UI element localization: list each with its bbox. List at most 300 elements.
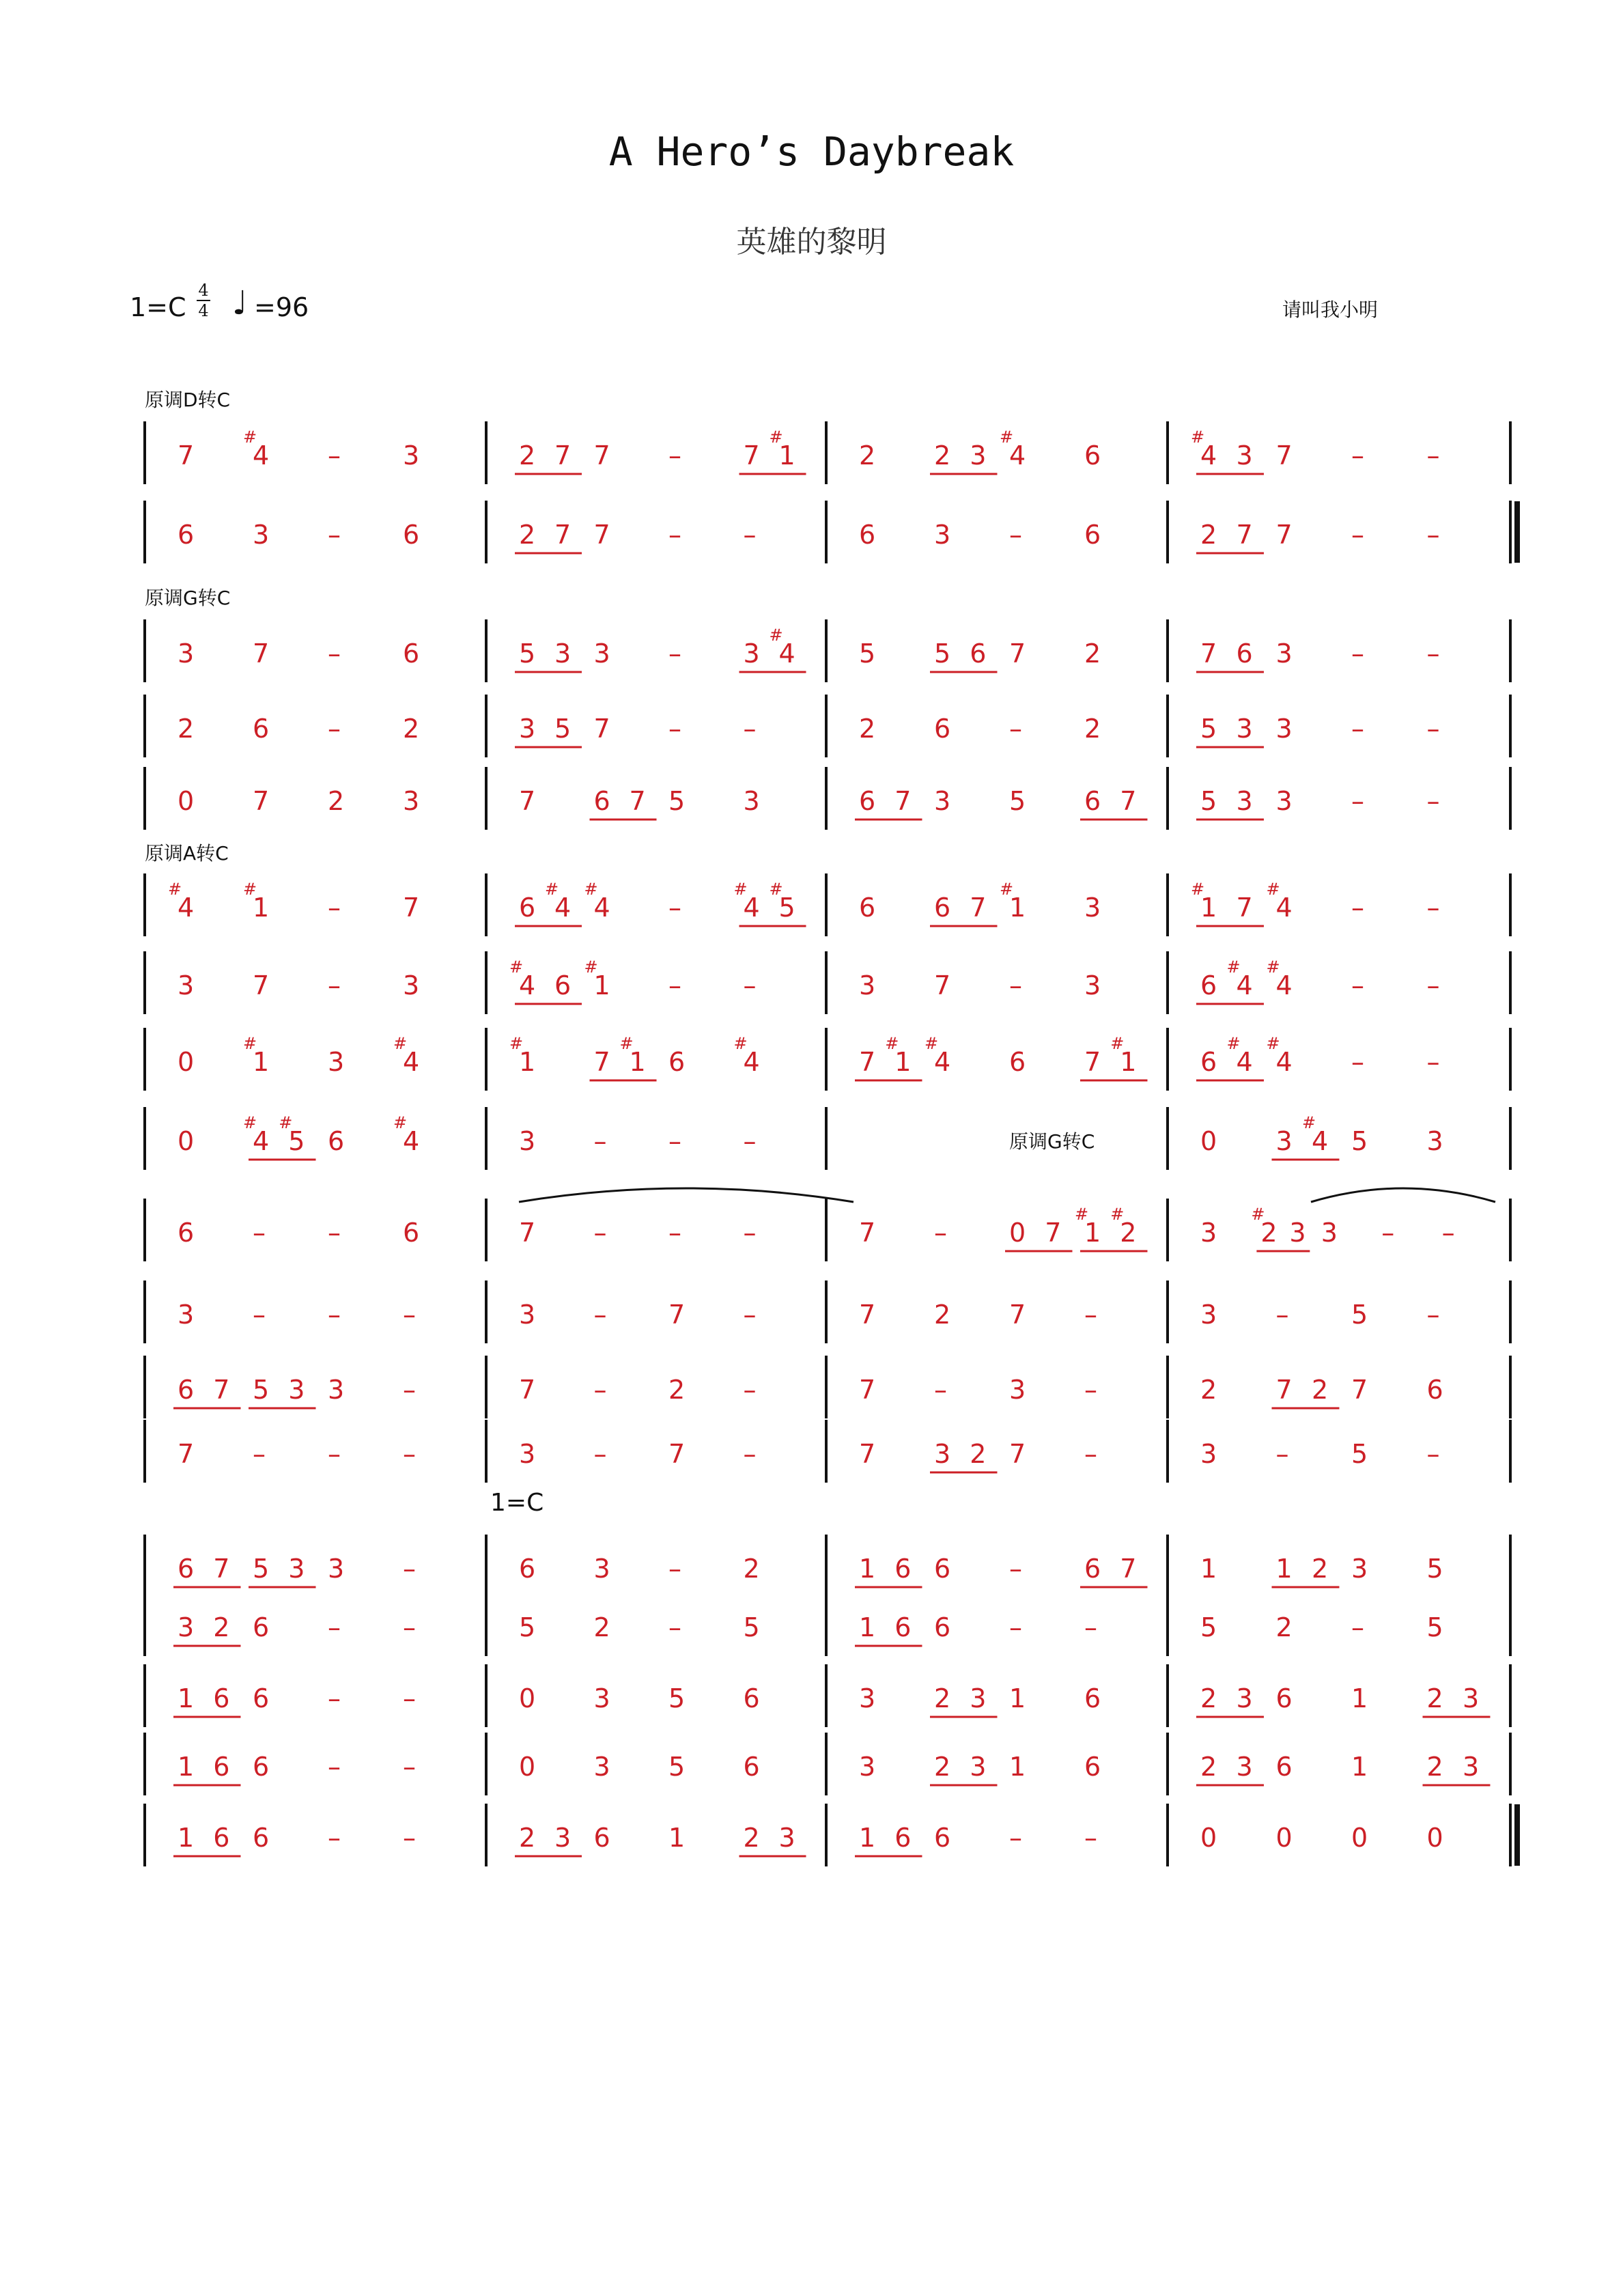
sharp-sign: #: [279, 1113, 293, 1132]
note-digit: 4: [403, 1126, 420, 1156]
section-annotation-3: 原调A转C: [145, 842, 229, 865]
note-digit: 2: [1084, 639, 1101, 669]
note-digit: 7: [668, 1300, 686, 1330]
sharp-sign: #: [1000, 880, 1014, 899]
note-digit: 3: [403, 440, 420, 471]
note-digit: 6: [213, 1823, 230, 1853]
note-digit: 6: [1084, 520, 1101, 550]
note-digit: 3: [1236, 440, 1253, 471]
note-digit: 1: [1275, 1554, 1293, 1584]
note-digit: 3: [328, 1047, 345, 1077]
note-digit: 3: [519, 1126, 536, 1156]
note-digit: 7: [1009, 1300, 1026, 1330]
note-digit: 4: [1200, 440, 1217, 471]
note-digit: 4: [593, 893, 610, 923]
note-digit: 0: [178, 1126, 195, 1156]
note-digit: 1: [859, 1612, 876, 1642]
sustain-dash: –: [668, 1218, 681, 1248]
sustain-dash: –: [253, 1218, 266, 1248]
note-digit: 1: [859, 1823, 876, 1853]
note-digit: 3: [178, 639, 195, 669]
note-digit: 4: [554, 893, 571, 923]
note-digit: 3: [1084, 893, 1101, 923]
sustain-dash: –: [1275, 1439, 1289, 1469]
note-digit: 3: [1462, 1752, 1480, 1782]
note-digit: 3: [1426, 1126, 1443, 1156]
note-digit: 7: [213, 1554, 230, 1584]
score-row: [145, 873, 1510, 936]
note-digit: 2: [743, 1554, 760, 1584]
note-digit: 2: [934, 1300, 951, 1330]
note-digit: 3: [288, 1375, 305, 1405]
sustain-dash: –: [743, 970, 757, 1000]
sustain-dash: –: [403, 1823, 416, 1853]
note-digit: 7: [593, 714, 610, 744]
note-digit: 6: [593, 1823, 610, 1853]
note-digit: 6: [934, 1554, 951, 1584]
note-digit: 7: [519, 786, 536, 816]
sustain-dash: –: [1351, 639, 1364, 669]
note-digit: 3: [934, 786, 951, 816]
note-digit: 1: [178, 1752, 195, 1782]
sharp-sign: #: [393, 1113, 408, 1132]
note-digit: 3: [328, 1554, 345, 1584]
note-digit: 5: [668, 1683, 686, 1713]
sustain-dash: –: [403, 1300, 416, 1330]
sustain-dash: –: [328, 440, 341, 471]
note-digit: 6: [593, 786, 610, 816]
score-row: [145, 1107, 1510, 1170]
note-digit: 2: [934, 1752, 951, 1782]
note-digit: 6: [253, 1612, 270, 1642]
note-digit: 7: [554, 520, 571, 550]
note-digit: 7: [519, 1218, 536, 1248]
sharp-sign: #: [925, 1034, 939, 1053]
note-digit: 1: [178, 1683, 195, 1713]
note-digit: 4: [1275, 970, 1293, 1000]
sustain-dash: –: [593, 1439, 607, 1469]
note-digit: 6: [213, 1683, 230, 1713]
sustain-dash: –: [403, 1554, 416, 1584]
sharp-sign: #: [393, 1034, 408, 1053]
note-digit: 0: [1200, 1823, 1217, 1853]
sustain-dash: –: [328, 893, 341, 923]
sustain-dash: –: [668, 1126, 681, 1156]
sustain-dash: –: [1275, 1300, 1289, 1330]
sharp-sign: #: [1110, 1205, 1125, 1224]
note-digit: 3: [859, 1752, 876, 1782]
sustain-dash: –: [403, 1439, 416, 1469]
note-digit: 7: [1236, 520, 1253, 550]
note-digit: 6: [253, 714, 270, 744]
note-digit: 3: [1275, 786, 1293, 816]
sustain-dash: –: [934, 1375, 947, 1405]
note-digit: 3: [1321, 1218, 1338, 1248]
note-digit: 1: [778, 440, 795, 471]
note-digit: 6: [1084, 786, 1101, 816]
note-digit: 7: [554, 440, 571, 471]
note-digit: 5: [1200, 1612, 1217, 1642]
sharp-sign: #: [1000, 428, 1014, 447]
note-digit: 5: [859, 639, 876, 669]
sustain-dash: –: [743, 1300, 757, 1330]
note-digit: 5: [668, 1752, 686, 1782]
note-digit: 5: [1426, 1612, 1443, 1642]
sustain-dash: –: [1426, 970, 1440, 1000]
note-digit: 2: [1120, 1218, 1137, 1248]
note-digit: 6: [178, 1375, 195, 1405]
sustain-dash: –: [1426, 1439, 1440, 1469]
note-digit: 6: [403, 520, 420, 550]
score-row: [145, 421, 1510, 484]
note-digit: 2: [1426, 1683, 1443, 1713]
note-digit: 5: [253, 1375, 270, 1405]
score-row: [145, 1593, 1510, 1656]
score-row: [145, 767, 1510, 830]
note-digit: 1: [253, 1047, 270, 1077]
sustain-dash: –: [1426, 520, 1440, 550]
note-digit: 3: [253, 520, 270, 550]
note-digit: 1: [894, 1047, 912, 1077]
note-digit: 3: [859, 970, 876, 1000]
note-digit: 5: [1351, 1126, 1368, 1156]
note-digit: 6: [743, 1752, 760, 1782]
sharp-sign: #: [545, 880, 559, 899]
note-digit: 6: [1275, 1683, 1293, 1713]
note-digit: 5: [1426, 1554, 1443, 1584]
sharp-sign: #: [509, 957, 524, 977]
note-digit: 4: [519, 970, 536, 1000]
note-digit: 7: [178, 440, 195, 471]
sustain-dash: –: [1084, 1612, 1097, 1642]
note-digit: 3: [593, 1752, 610, 1782]
note-digit: 4: [253, 1126, 270, 1156]
note-digit: 6: [1084, 440, 1101, 471]
note-digit: 5: [1200, 786, 1217, 816]
note-digit: 3: [934, 1439, 951, 1469]
sharp-sign: #: [1301, 1113, 1316, 1132]
note-digit: 7: [1045, 1218, 1062, 1248]
note-digit: 2: [934, 1683, 951, 1713]
sustain-dash: –: [743, 1126, 757, 1156]
note-digit: 5: [253, 1554, 270, 1584]
sustain-dash: –: [328, 520, 341, 550]
note-digit: 0: [1426, 1823, 1443, 1853]
note-digit: 7: [253, 970, 270, 1000]
sustain-dash: –: [328, 1439, 341, 1469]
note-digit: 6: [859, 786, 876, 816]
note-digit: 6: [403, 1218, 420, 1248]
note-digit: 4: [1236, 1047, 1253, 1077]
sustain-dash: –: [328, 970, 341, 1000]
sustain-dash: –: [668, 520, 681, 550]
note-digit: 3: [778, 1823, 795, 1853]
note-digit: 3: [1009, 1375, 1026, 1405]
sharp-sign: #: [1266, 1034, 1280, 1053]
sustain-dash: –: [1381, 1218, 1395, 1248]
sharp-sign: #: [733, 1034, 748, 1053]
note-digit: 3: [519, 1300, 536, 1330]
note-digit: 2: [1084, 714, 1101, 744]
sustain-dash: –: [743, 1218, 757, 1248]
note-digit: 1: [1200, 1554, 1217, 1584]
note-digit: 3: [1200, 1439, 1217, 1469]
note-digit: 2: [1311, 1554, 1329, 1584]
sharp-sign: #: [1226, 957, 1241, 977]
note-digit: 3: [554, 639, 571, 669]
score-row: [145, 1804, 1510, 1866]
note-digit: 2: [328, 786, 345, 816]
sustain-dash: –: [328, 1683, 341, 1713]
key-change-label: 1=C: [490, 1489, 544, 1517]
note-digit: 5: [668, 786, 686, 816]
sustain-dash: –: [1009, 970, 1022, 1000]
sustain-dash: –: [1426, 1047, 1440, 1077]
sharp-sign: #: [1226, 1034, 1241, 1053]
sharp-sign: #: [619, 1034, 634, 1053]
note-digit: 2: [934, 440, 951, 471]
note-digit: 7: [519, 1375, 536, 1405]
sustain-dash: –: [1426, 786, 1440, 816]
note-digit: 5: [743, 1612, 760, 1642]
sustain-dash: –: [328, 714, 341, 744]
note-digit: 1: [1351, 1683, 1368, 1713]
note-digit: 7: [859, 1375, 876, 1405]
note-digit: 1: [1009, 1752, 1026, 1782]
sustain-dash: –: [1351, 520, 1364, 550]
note-digit: 3: [1236, 714, 1253, 744]
note-digit: 3: [593, 1554, 610, 1584]
note-digit: 6: [328, 1126, 345, 1156]
sustain-dash: –: [253, 1300, 266, 1330]
note-digit: 7: [1120, 1554, 1137, 1584]
note-digit: 7: [859, 1047, 876, 1077]
sustain-dash: –: [668, 1612, 681, 1642]
sustain-dash: –: [1351, 714, 1364, 744]
note-digit: 6: [178, 1554, 195, 1584]
sustain-dash: –: [1009, 714, 1022, 744]
note-digit: 3: [1236, 1752, 1253, 1782]
sustain-dash: –: [1009, 1823, 1022, 1853]
sharp-sign: #: [733, 880, 748, 899]
note-digit: 6: [1236, 639, 1253, 669]
note-digit: 7: [593, 520, 610, 550]
note-digit: 7: [1084, 1047, 1101, 1077]
note-digit: 3: [1289, 1218, 1306, 1248]
note-digit: 7: [593, 440, 610, 471]
author-credit: 请叫我小明: [1282, 298, 1379, 321]
note-digit: 1: [593, 970, 610, 1000]
sustain-dash: –: [1351, 970, 1364, 1000]
note-digit: 0: [1009, 1218, 1026, 1248]
sustain-dash: –: [668, 893, 681, 923]
note-digit: 3: [593, 639, 610, 669]
note-digit: 7: [253, 639, 270, 669]
note-digit: 6: [1084, 1752, 1101, 1782]
sustain-dash: –: [593, 1126, 607, 1156]
sustain-dash: –: [1426, 440, 1440, 471]
sharp-sign: #: [168, 880, 182, 899]
note-digit: 5: [778, 893, 795, 923]
sustain-dash: –: [1084, 1300, 1097, 1330]
sharp-sign: #: [1191, 880, 1205, 899]
note-digit: 6: [934, 1612, 951, 1642]
note-digit: 7: [1009, 639, 1026, 669]
note-digit: 6: [934, 714, 951, 744]
sustain-dash: –: [668, 1554, 681, 1584]
note-digit: 6: [934, 1823, 951, 1853]
note-digit: 7: [1236, 893, 1253, 923]
note-digit: 0: [1200, 1126, 1217, 1156]
note-digit: 3: [1275, 1126, 1293, 1156]
note-digit: 6: [1426, 1375, 1443, 1405]
sustain-dash: –: [1084, 1439, 1097, 1469]
note-digit: 3: [288, 1554, 305, 1584]
note-digit: 1: [253, 893, 270, 923]
section-annotation-1: 原调D转C: [145, 389, 231, 411]
note-digit: 2: [403, 714, 420, 744]
note-digit: 2: [519, 1823, 536, 1853]
note-digit: 6: [253, 1752, 270, 1782]
note-digit: 6: [253, 1683, 270, 1713]
score-row: [145, 695, 1510, 757]
sustain-dash: –: [1426, 639, 1440, 669]
sharp-sign: #: [1266, 880, 1280, 899]
sharp-sign: #: [885, 1034, 899, 1053]
note-digit: 4: [403, 1047, 420, 1077]
note-digit: 2: [668, 1375, 686, 1405]
note-digit: 7: [1275, 1375, 1293, 1405]
note-digit: 3: [1236, 786, 1253, 816]
note-digit: 0: [178, 786, 195, 816]
note-digit: 1: [629, 1047, 646, 1077]
note-digit: 2: [1200, 1683, 1217, 1713]
note-digit: 7: [894, 786, 912, 816]
note-digit: 6: [668, 1047, 686, 1077]
note-digit: 1: [1009, 893, 1026, 923]
note-digit: 7: [593, 1047, 610, 1077]
tie-arc: [519, 1188, 853, 1202]
note-digit: 5: [1351, 1439, 1368, 1469]
sustain-dash: –: [668, 440, 681, 471]
sustain-dash: –: [403, 1375, 416, 1405]
note-digit: 1: [668, 1823, 686, 1853]
section-annotation-2: 原调G转C: [145, 587, 231, 609]
note-digit: 3: [859, 1683, 876, 1713]
note-digit: 6: [178, 1218, 195, 1248]
sustain-dash: –: [1009, 1612, 1022, 1642]
note-digit: 6: [519, 1554, 536, 1584]
sustain-dash: –: [1351, 893, 1364, 923]
note-digit: 7: [859, 1300, 876, 1330]
note-digit: 6: [554, 970, 571, 1000]
sharp-sign: #: [243, 1113, 257, 1132]
sustain-dash: –: [328, 1612, 341, 1642]
sustain-dash: –: [934, 1218, 947, 1248]
score-row: [145, 619, 1510, 682]
note-digit: 2: [1200, 1752, 1217, 1782]
note-digit: 2: [1260, 1218, 1278, 1248]
note-digit: 6: [213, 1752, 230, 1782]
note-digit: 3: [934, 520, 951, 550]
note-digit: 6: [894, 1823, 912, 1853]
sharp-sign: #: [1191, 428, 1205, 447]
sharp-sign: #: [769, 626, 783, 645]
note-digit: 3: [1275, 639, 1293, 669]
note-digit: 2: [1275, 1612, 1293, 1642]
note-digit: 1: [1084, 1218, 1101, 1248]
sustain-dash: –: [1351, 786, 1364, 816]
note-digit: 3: [1200, 1300, 1217, 1330]
sustain-dash: –: [403, 1752, 416, 1782]
note-digit: 7: [403, 893, 420, 923]
note-digit: 2: [593, 1612, 610, 1642]
note-digit: 5: [934, 639, 951, 669]
note-digit: 7: [1009, 1439, 1026, 1469]
note-digit: 7: [1275, 520, 1293, 550]
sustain-dash: –: [1084, 1375, 1097, 1405]
note-digit: 4: [778, 639, 795, 669]
score-row: [145, 1356, 1510, 1418]
note-digit: 2: [213, 1612, 230, 1642]
note-digit: 7: [970, 893, 987, 923]
note-digit: 4: [178, 893, 195, 923]
note-digit: 6: [859, 520, 876, 550]
note-digit: 3: [554, 1823, 571, 1853]
sustain-dash: –: [1351, 1612, 1364, 1642]
sustain-dash: –: [1426, 1300, 1440, 1330]
note-digit: 1: [1120, 1047, 1137, 1077]
sustain-dash: –: [1009, 1554, 1022, 1584]
score-row: [145, 1664, 1510, 1727]
sharp-sign: #: [243, 428, 257, 447]
note-digit: 3: [178, 1300, 195, 1330]
note-digit: 6: [519, 893, 536, 923]
note-digit: 2: [859, 714, 876, 744]
note-digit: 4: [1311, 1126, 1329, 1156]
note-digit: 5: [1200, 714, 1217, 744]
note-digit: 1: [1009, 1683, 1026, 1713]
sustain-dash: –: [1351, 440, 1364, 471]
score-row: [145, 1280, 1510, 1343]
note-digit: 7: [859, 1439, 876, 1469]
sharp-sign: #: [584, 957, 598, 977]
note-digit: 0: [519, 1683, 536, 1713]
note-digit: 6: [1009, 1047, 1026, 1077]
score-row: [145, 1733, 1510, 1795]
sustain-dash: –: [1426, 893, 1440, 923]
sustain-dash: –: [1084, 1823, 1097, 1853]
note-digit: 2: [519, 440, 536, 471]
note-digit: 2: [743, 1823, 760, 1853]
sharp-sign: #: [243, 1034, 257, 1053]
score-row: [145, 501, 1510, 563]
note-digit: 3: [1275, 714, 1293, 744]
sustain-dash: –: [328, 1752, 341, 1782]
note-digit: 3: [1351, 1554, 1368, 1584]
note-digit: 7: [1275, 440, 1293, 471]
note-digit: 6: [934, 893, 951, 923]
note-digit: 3: [970, 440, 987, 471]
note-digit: 4: [1236, 970, 1253, 1000]
note-digit: 0: [1275, 1823, 1293, 1853]
note-digit: 7: [1351, 1375, 1368, 1405]
note-digit: 6: [1200, 970, 1217, 1000]
note-digit: 4: [743, 1047, 760, 1077]
note-digit: 6: [1275, 1752, 1293, 1782]
sharp-sign: #: [1110, 1034, 1125, 1053]
sustain-dash: –: [1441, 1218, 1455, 1248]
